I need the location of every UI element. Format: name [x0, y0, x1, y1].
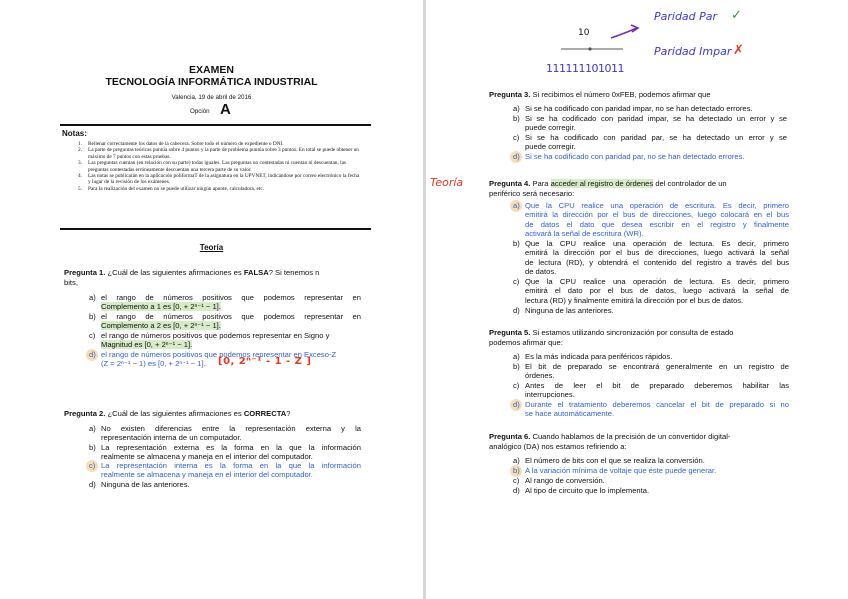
q2-option-c[interactable]: c) La representación interna es la forma en la que la información realmente se almacena y maneja en el interior del computador.	[89, 461, 361, 480]
notes-heading: Notas:	[62, 129, 87, 138]
q2-option-b[interactable]: b) La representación externa es la forma en la que la información realmente se almacena y maneja en el interior del computador.	[89, 443, 361, 462]
q4-option-a[interactable]: a) Que la CPU realice una operación de escritura. Es decir, primero emitirá la dirección por el bus de direcciones, luego colocará en el bus de datos el dato que desea escribir en el registro y finalmente activará la señal de escritura (WR).	[513, 201, 789, 239]
cross-icon: ✗	[733, 43, 744, 58]
q6-option-b[interactable]: b) A la variación mínima de voltaje que éste puede generar.	[513, 466, 717, 475]
option-letter: A	[220, 101, 231, 118]
q2-option-a[interactable]: a) No existen diferencias entre la representación externa y la representación interna de un computador.	[89, 424, 361, 443]
note-item: 1. Rellenar correctamente los datos de la cabecera. Sobre todo el número de expediente o DNI.	[78, 141, 284, 147]
q1-option-d[interactable]: d) el rango de números positivos que podemos representar en Exceso-Z (Z = 2ⁿ⁻¹ − 1) es [0, + 2ⁿ⁻¹ − 1].	[89, 350, 337, 369]
sketch-binary: 111111101011	[546, 62, 624, 75]
q2-option-d[interactable]: d) Ninguna de las anteriores.	[89, 480, 190, 489]
note-item: 2. La parte de preguntas teóricas puntúa sobre 4 puntos y la parte de problema puntúa sobre 3 puntos. En total se puede obtener un máximo de 7 puntos con estas pruebas.	[78, 147, 359, 160]
q1-option-c[interactable]: c) el rango de números positivos que podemos representar en Signo y Magnitud es [0, + 2ⁿ⁻¹ − 1].	[89, 331, 330, 350]
q5-option-c[interactable]: c) Antes de leer el bit de preparado deberemos habilitar las interrupciones.	[513, 381, 789, 400]
q6-option-c[interactable]: c) Al rango de conversión.	[513, 476, 605, 485]
notes-list	[78, 141, 360, 192]
q3-option-c[interactable]: c) Si se ha codificado con paridad par, se ha detectado un error y se puede corregir.	[513, 133, 787, 152]
q6-option-a[interactable]: a) El número de bits con el que se realiza la conversión.	[513, 456, 705, 465]
q1-option-a[interactable]: a) el rango de números positivos que podemos representar en Complemento a 1 es [0, + 2ⁿ⁻¹ − 1].	[89, 293, 361, 312]
q4-option-d[interactable]: d) Ninguna de las anteriores.	[513, 306, 614, 315]
sketch-parity-even: Paridad Par	[654, 10, 718, 23]
question-5: Pregunta 5. Si estamos utilizando sincronización por consulta de estado podemos afirmar que:	[489, 328, 734, 347]
check-icon: ✓	[731, 8, 742, 23]
q6-option-d[interactable]: d) Al tipo de circuito que lo implementa.	[513, 486, 650, 495]
q3-option-b[interactable]: b) Si se ha codificado con paridad impar, se ha detectado un error y se puede corregir.	[513, 114, 787, 133]
divider-top	[60, 124, 371, 126]
q1-option-b[interactable]: b) el rango de números positivos que podemos representar en Complemento a 2 es [0, + 2ⁿ⁻¹ − 1].	[89, 312, 361, 331]
q4-option-b[interactable]: b) Que la CPU realice una operación de lectura. Es decir, primero emitirá la dirección por el bus de direcciones, luego activará la señal de lectura (RD), y obtendrá el contenido del registro a través del bus de datos.	[513, 239, 789, 277]
q5-option-a[interactable]: a) Es la más indicada para periféricos rápidos.	[513, 352, 673, 361]
q3-option-a[interactable]: a) Si se ha codificado con paridad impar, no se han detectado errores.	[513, 104, 753, 113]
exam-date: Valencia, 19 de abril de 2016	[171, 94, 252, 101]
note-item: 4. Las notas se publicarán en la aplicación poliformaT de la asignatura en la UPVNET, indicándose por correo electrónico la fecha y lugar de la revisión de los exámenes.	[78, 173, 360, 186]
sketch-ten: 10	[578, 28, 590, 38]
note-item: 5. Para la realización del examen no se puede utilizar ningún apunte, calculadora, etc.	[78, 185, 265, 192]
q5-option-d[interactable]: d) Durante el tratamiento deberemos cancelar el bit de preparado si no se hace automáticamente.	[513, 400, 789, 419]
course-title: TECNOLOGÍA INFORMÁTICA INDUSTRIAL	[105, 76, 318, 88]
question-3: Pregunta 3. Si recibimos el número 0xFEB, podemos afirmar que	[489, 90, 711, 99]
exam-title: EXAMEN	[189, 64, 234, 76]
question-6: Pregunta 6. Cuando hablamos de la precisión de un convertidor digital- analógico (DA) nos estamos refiriendo a:	[489, 432, 731, 451]
question-2: Pregunta 2. ¿Cuál de las siguientes afirmaciones es CORRECTA?	[64, 409, 291, 418]
q5-option-b[interactable]: b) El bit de preparado se encontrará generalmente en un registro de órdenes.	[513, 362, 789, 381]
option-label: Opción	[190, 108, 210, 115]
question-1: Pregunta 1. ¿Cuál de las siguientes afirmaciones es FALSA? Si tenemos n bits,	[64, 268, 320, 287]
q3-option-d[interactable]: d) Si se ha codificado con paridad par, no se han detectado errores.	[513, 152, 745, 161]
handwritten-annotation: [0, 2ⁿ⁻¹ - 1 - Z ]	[218, 356, 312, 367]
note-item: 3. Las preguntas cuentan (en relación con su parte) todas iguales. Las preguntas no contestadas ni cuentan ni descuentan, las preguntas contestadas erróneamente descuentan una tercera parte de su valor.	[78, 160, 346, 173]
q4-option-c[interactable]: c) Que la CPU realice una operación de lectura. Es decir, primero emitirá el dato por el bus de datos, luego activará la señal de lectura (RD) y finalmente emitirá la dirección por el bus de datos.	[513, 277, 789, 305]
divider-bottom	[60, 228, 371, 230]
question-4: Pregunta 4. Para acceder al registro de órdenes del controlador de un periférico será necesario:	[489, 179, 727, 198]
section-title: Teoría	[199, 243, 224, 252]
page-right	[426, 0, 848, 599]
sketch-parity-odd: Paridad Impar	[654, 45, 732, 58]
page-left	[0, 0, 423, 599]
margin-note: Teoría	[430, 176, 464, 189]
